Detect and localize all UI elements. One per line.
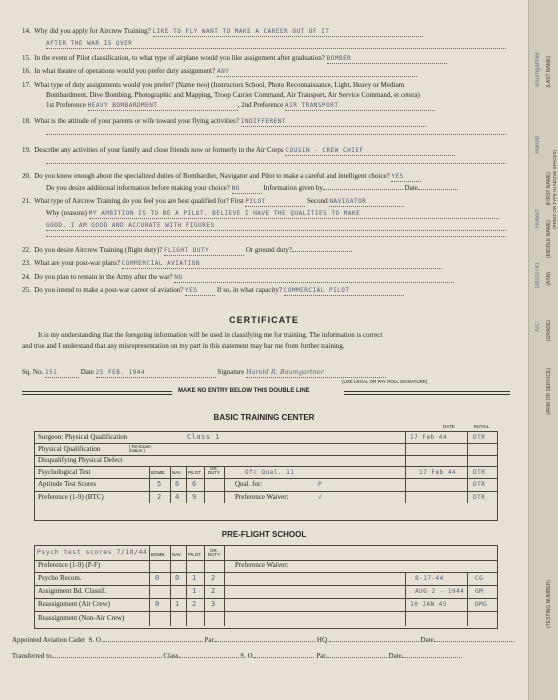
btc-row-physical-requal: Physical Qualification ( Re-Exam- ination ) [35,443,497,456]
signature: Harold R. Baumgartner [246,368,386,378]
pfs-col-line-5 [224,546,225,626]
question-17-preferences: 1st Preference HEAVY BOMBARDMENT , 2nd Preference AIR TRANSPORT [46,101,435,111]
question-18: 18. What is the attitude of your parents or wife toward your flying activities? INDIFFERENT [22,117,426,127]
pfs-initial-col-line [467,572,468,626]
pfs-row-assignment: Assignment Bd. Classif. 1 2 AUG 2 - 1944 GM [35,585,497,599]
pfs-header-row: Psych test scores 7/18/44 BOMB. NAV. PILOT GR. DUTY [35,546,497,561]
question-24: 24. Do you plan to remain in the Army after the war? NO [22,273,454,283]
no-entry-notice: MAKE NO ENTRY BELOW THIS DOUBLE LINE [178,388,310,394]
side-value-grade: A/C [535,322,541,333]
pfs-date-col-line [405,572,406,626]
double-line-left-1 [22,391,172,392]
question-19: 19. Describe any activities of your family and close friends now or formerly in the Air Corps COUSIN - CREW CHIEF [22,146,455,156]
pfs-table [34,545,498,629]
btc-initial-col-line [467,432,468,503]
transferred-line: Transferred to Class S. O. Par. Date [12,652,462,661]
double-line-left-2 [22,394,172,395]
pfs-col-line-2 [170,546,171,626]
question-15: 15. In the event of Pilot classification, to what type of airplane would you like assignment after graduation? BOMBER [22,54,447,64]
question-21-why: Why (reasons) MY AMBITION IS TO BE A PILOT. BELIEVE I HAVE THE QUALITIES TO MAKE [46,209,499,219]
btc-col-line-3 [186,466,187,503]
btc-row-aptitude: Aptitude Test Scores 5 6 6 Qual. for: P DTR [35,478,497,492]
btc-table [34,431,498,521]
question-23: 23. What are your post-war plans? COMMERCIAL AVIATION [22,259,442,269]
double-line-right-2 [344,394,510,395]
pfs-row-psycho: Psycho Recom. 0 0 1 2 8-17-44 CG [35,572,497,586]
btc-row-surgeon: Surgeon: Physical Qualification Class 1 17 Feb 44 DTR [35,432,497,444]
certificate-date: 25 FEB. 1944 [96,368,216,378]
question-21: 21. What type of Aircrew Training do you feel you are best qualified for? First PILOT Second NAVIGATOR [22,197,404,207]
appointed-line: Appointed Aviation Cadet S. O. Par. HQ. Date [12,636,514,645]
btc-col-line-1 [149,466,150,503]
question-22: 22. Do you desire Aircrew Training (flight duty)? FLIGHT DUTY Or ground duty? [22,246,352,256]
side-label-middle-name: (MIDDLE NAME) [546,220,552,259]
question-18-blank-line [46,129,506,138]
side-label-asn: (ASN) [546,272,552,286]
certificate-text-1: It is my understanding that the foregoing information will be used in classifying me for training. The information is correct [38,331,383,339]
pfs-row-reassignment-aircrew: Reassignment (Air Crew) 0 1 2 3 10 JAN 45 DMG [35,598,497,612]
btc-initial-header: INITIAL [474,424,490,429]
question-21-blank-line [46,231,506,240]
btc-row-disqualifying: Disqualifying Physical Defect [35,455,497,467]
pfs-row-reassignment-nonaircrew: Reassignment (Non-Air Crew) [38,614,125,622]
side-label-grade: (GRADE) [546,320,552,342]
side-value-last-name: Baumgartner [535,52,541,87]
btc-date-col-line [405,432,406,503]
question-17-cont: Bombardment, Dive Bombing, Photographic and Mapping, Troop Carrier Command, Air Transport, Air Service Command, et cetera) [46,91,420,99]
side-value-first-name: Harold [535,136,541,154]
btc-col-line-5 [224,466,225,503]
side-label-arm: (ARM OR SERVICE) [546,368,552,415]
btc-date-header: DATE [443,424,455,429]
side-instruction: (PRINT OR TYPE IN ABOVE SPACES) [552,150,557,229]
pfs-hand-note: Psych test scores 7/18/44 [37,548,148,556]
signature-note: (USE LEGAL OR PAY ROLL SIGNATURE) [342,379,428,384]
certificate-title: CERTIFICATE [229,315,299,325]
side-label-testing-number: (TESTING NUMBER) [546,580,552,629]
side-value-middle-name: Robert [535,210,541,229]
squadron-number: 151 [45,368,79,378]
pfs-col-line-3 [186,546,187,626]
question-17: 17. What type of duty assignments would you prefer? (Name two) (Instructors School, Photo Reconnaissance, Light, Heavy or Medium [22,81,405,89]
question-20: 20. Do you know enough about the specialized duties of Bombardier, Navigator and Pilot to make a careful and intelligent choice? YES [22,172,421,182]
double-line-right-1 [344,391,510,392]
question-16: 16. In what theatre of operations would you prefer duty assignment? ANY [22,67,417,77]
pfs-row-preference: Preference (1-9) (P-F) Preference Waiver: [35,560,497,573]
question-19-blank-line [46,158,506,167]
btc-row-preference: Preference (1-9) (BTC) 2 4 9 Preference Waiver: √ DTR [38,493,486,501]
question-14: 14. Why did you apply for Aircrew Training? LIKE TO FLY WANT TO MAKE A CAREER OUT OF IT [22,27,423,37]
question-20-cont: Do you desire additional information before making your choice? NO Information given by Date [46,184,458,194]
certificate-text-2: and true and I understand that any misrepresentation on my part in this statement may bar me from further training. [22,342,345,350]
btc-col-line-2 [170,466,171,503]
side-label-last-name: (LAST NAME) [546,56,552,88]
side-label-first-name: (FIRST NAME) [546,172,552,206]
btc-col-line-4 [204,466,205,503]
btc-title: BASIC TRAINING CENTER [213,413,315,422]
question-14-answer-cont: AFTER THE WAR IS OVER [46,39,506,49]
pfs-col-line-4 [204,546,205,626]
question-21-why-cont: GOOD. I AM GOOD AND ACCURATE WITH FIGURES [46,221,506,231]
side-edge-strip [528,0,558,700]
pfs-title: PRE-FLIGHT SCHOOL [221,530,307,539]
question-25: 25. Do you intend to make a post-war career of aviation? YES If so, in what capacity? COMMERCIAL PILOT [22,286,404,296]
side-value-asn: 18020741 [535,262,541,289]
certificate-signature-row: Sq. No. 151 Date 25 FEB. 1944 Signature Harold R. Baumgartner [22,368,386,378]
btc-row-psych: Psychological Test BOMB. NAV. PILOT GR. DUTY Ofc Qual. 11 17 Feb 44 DTR [35,466,497,479]
pfs-col-line-1 [149,546,150,626]
